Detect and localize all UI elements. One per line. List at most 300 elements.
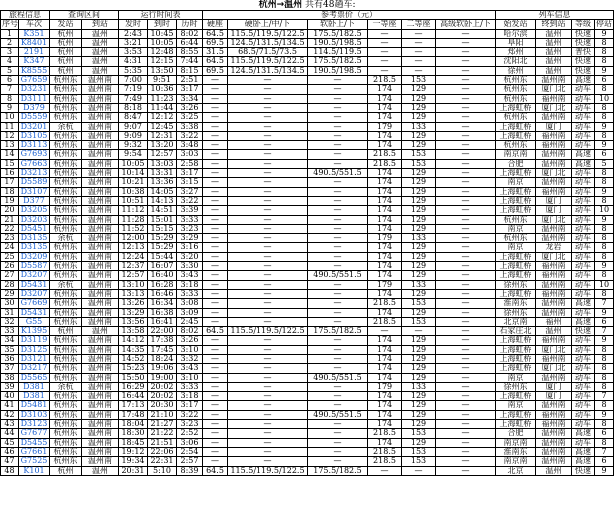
cell-hard-sleeper: — — [228, 401, 308, 410]
cell-seq: 3 — [1, 48, 19, 57]
cell-hard-seat: — — [203, 447, 228, 456]
cell-arrive-station: 温州南 — [82, 196, 119, 205]
cell-second-class: 129 — [402, 410, 436, 419]
cell-depart-station: 杭州东 — [50, 169, 82, 178]
cell-depart-time: 15:23 — [119, 364, 148, 373]
cell-depart-station: 杭州东 — [50, 438, 82, 447]
cell-soft-sleeper: — — [308, 354, 368, 363]
cell-hard-sleeper: — — [228, 178, 308, 187]
cell-first-class: 174 — [368, 196, 402, 205]
cell-depart-time: 14:12 — [119, 336, 148, 345]
cell-deluxe-sleeper: — — [436, 122, 496, 131]
cell-second-class: 153 — [402, 76, 436, 85]
cell-second-class: — — [402, 48, 436, 57]
cell-deluxe-sleeper: — — [436, 85, 496, 94]
cell-soft-sleeper: — — [308, 76, 368, 85]
cell-second-class: — — [402, 466, 436, 475]
cell-arrive-station: 温州南 — [82, 336, 119, 345]
cell-arrive-station: 温州南 — [82, 438, 119, 447]
cell-grade: 动车 — [572, 373, 595, 382]
cell-arrive-station: 温州 — [82, 327, 119, 336]
cell-hard-seat: — — [203, 159, 228, 168]
cell-train-no: D3103 — [19, 410, 50, 419]
cell-first-class: — — [368, 66, 402, 75]
cell-grade: 动车 — [572, 224, 595, 233]
cell-hard-sleeper: — — [228, 76, 308, 85]
cell-terminal-station: 龙岩 — [536, 243, 572, 252]
cell-arrive-station: 温州南 — [82, 457, 119, 466]
cell-depart-station: 杭州东 — [50, 252, 82, 261]
cell-seq: 2 — [1, 38, 19, 47]
cell-soft-sleeper: — — [308, 234, 368, 243]
cell-soft-sleeper: — — [308, 252, 368, 261]
cell-terminal-station: 厦门 — [536, 196, 572, 205]
cell-depart-station: 杭州东 — [50, 401, 82, 410]
cell-soft-sleeper: 114.5/119.5 — [308, 48, 368, 57]
cell-soft-sleeper: — — [308, 289, 368, 298]
cell-hard-sleeper: — — [228, 271, 308, 280]
cell-origin-station: 上海虹桥 — [496, 345, 536, 354]
cell-arrive-time: 19:00 — [148, 373, 177, 382]
column-header-deluxe-sleeper: 高级软卧上/下 — [436, 20, 496, 29]
cell-first-class: 174 — [368, 131, 402, 140]
table-title — [1, 0, 614, 11]
cell-grade: 高速 — [572, 299, 595, 308]
cell-second-class: 129 — [402, 215, 436, 224]
cell-soft-sleeper: — — [308, 457, 368, 466]
cell-deluxe-sleeper: — — [436, 447, 496, 456]
cell-depart-time: 12:57 — [119, 271, 148, 280]
cell-train-no: D3107 — [19, 187, 50, 196]
cell-deluxe-sleeper: — — [436, 66, 496, 75]
cell-arrive-time: 15:01 — [148, 215, 177, 224]
cell-stops: 8 — [595, 373, 614, 382]
cell-depart-time: 9:09 — [119, 131, 148, 140]
cell-depart-station: 杭州东 — [50, 215, 82, 224]
cell-depart-time: 11:52 — [119, 224, 148, 233]
cell-depart-time: 9:32 — [119, 141, 148, 150]
cell-origin-station: 徐州东 — [496, 382, 536, 391]
cell-soft-sleeper: — — [308, 401, 368, 410]
cell-seq: 20 — [1, 206, 19, 215]
cell-train-no: D3231 — [19, 85, 50, 94]
cell-stops: 9 — [595, 122, 614, 131]
cell-duration: 3:08 — [177, 299, 203, 308]
cell-seq: 10 — [1, 113, 19, 122]
cell-stops: 8 — [595, 438, 614, 447]
cell-stops: 8 — [595, 113, 614, 122]
cell-seq: 1 — [1, 29, 19, 38]
cell-hard-seat: — — [203, 364, 228, 373]
cell-stops: 5 — [595, 159, 614, 168]
cell-train-no: D5431 — [19, 308, 50, 317]
cell-origin-station: 合肥 — [496, 429, 536, 438]
cell-hard-seat: — — [203, 243, 228, 252]
cell-depart-station: 杭州东 — [50, 159, 82, 168]
cell-seq: 42 — [1, 410, 19, 419]
cell-hard-seat: — — [203, 187, 228, 196]
cell-duration: 3:16 — [177, 243, 203, 252]
cell-seq: 8 — [1, 94, 19, 103]
cell-depart-time: 20:31 — [119, 466, 148, 475]
cell-terminal-station: 厦门北 — [536, 345, 572, 354]
cell-arrive-time: 20:02 — [148, 392, 177, 401]
cell-soft-sleeper: 175.5/182.5 — [308, 466, 368, 475]
cell-stops: 9 — [595, 308, 614, 317]
cell-train-no: D3203 — [19, 215, 50, 224]
cell-arrive-station: 温州南 — [82, 141, 119, 150]
cell-terminal-station: 福州南 — [536, 187, 572, 196]
cell-first-class: 174 — [368, 438, 402, 447]
cell-train-no: G7525 — [19, 457, 50, 466]
cell-deluxe-sleeper: — — [436, 38, 496, 47]
cell-depart-time: 12:00 — [119, 234, 148, 243]
cell-second-class: — — [402, 29, 436, 38]
cell-first-class: — — [368, 48, 402, 57]
cell-depart-station: 杭州东 — [50, 262, 82, 271]
cell-depart-time: 12:13 — [119, 243, 148, 252]
cell-arrive-station: 温州南 — [82, 299, 119, 308]
cell-terminal-station: 温州南 — [536, 447, 572, 456]
cell-arrive-time: 21:27 — [148, 420, 177, 429]
cell-arrive-station: 温州 — [82, 48, 119, 57]
cell-deluxe-sleeper: — — [436, 466, 496, 475]
cell-origin-station: 上海虹桥 — [496, 103, 536, 112]
cell-arrive-time: 20:30 — [148, 401, 177, 410]
cell-depart-time: 13:29 — [119, 308, 148, 317]
cell-hard-sleeper: — — [228, 410, 308, 419]
cell-terminal-station: 厦门北 — [536, 103, 572, 112]
cell-terminal-station: 福州南 — [536, 141, 572, 150]
cell-second-class: 129 — [402, 373, 436, 382]
cell-first-class: 174 — [368, 271, 402, 280]
cell-first-class: 174 — [368, 252, 402, 261]
cell-arrive-time: 13:31 — [148, 169, 177, 178]
cell-duration: 3:33 — [177, 289, 203, 298]
cell-hard-sleeper: — — [228, 280, 308, 289]
cell-arrive-time: 16:28 — [148, 280, 177, 289]
cell-duration: 3:26 — [177, 103, 203, 112]
cell-origin-station: 上海虹桥 — [496, 187, 536, 196]
cell-arrive-time: 14:05 — [148, 187, 177, 196]
cell-first-class: — — [368, 38, 402, 47]
cell-arrive-time: 13:50 — [148, 66, 177, 75]
column-header-soft-sleeper: 软卧上/下 — [308, 20, 368, 29]
cell-duration: 3:06 — [177, 438, 203, 447]
cell-grade: 动车 — [572, 382, 595, 391]
cell-train-no: D5565 — [19, 373, 50, 382]
cell-hard-seat: — — [203, 299, 228, 308]
cell-duration: 2:51 — [177, 76, 203, 85]
cell-arrive-time: 10:36 — [148, 85, 177, 94]
cell-seq: 45 — [1, 438, 19, 447]
cell-duration: 3:22 — [177, 131, 203, 140]
cell-hard-seat: — — [203, 150, 228, 159]
table-row — [1, 85, 614, 94]
cell-hard-seat: — — [203, 169, 228, 178]
cell-hard-seat: — — [203, 336, 228, 345]
cell-arrive-time: 5:10 — [148, 466, 177, 475]
cell-terminal-station: 温州南 — [536, 113, 572, 122]
cell-duration: 3:29 — [177, 234, 203, 243]
cell-deluxe-sleeper: — — [436, 29, 496, 38]
cell-depart-station: 杭州东 — [50, 150, 82, 159]
cell-first-class: 174 — [368, 373, 402, 382]
cell-duration: 3:17 — [177, 85, 203, 94]
cell-arrive-station: 温州南 — [82, 243, 119, 252]
cell-duration: 2:58 — [177, 159, 203, 168]
cell-deluxe-sleeper: — — [436, 373, 496, 382]
cell-seq: 35 — [1, 345, 19, 354]
cell-train-no: D5589 — [19, 178, 50, 187]
cell-duration: 3:26 — [177, 336, 203, 345]
cell-soft-sleeper: — — [308, 159, 368, 168]
cell-stops: 9 — [595, 466, 614, 475]
cell-first-class: 218.5 — [368, 457, 402, 466]
cell-second-class: 129 — [402, 141, 436, 150]
cell-origin-station: 徐州 — [496, 66, 536, 75]
cell-depart-station: 杭州东 — [50, 354, 82, 363]
column-header-second-class: 二等座 — [402, 20, 436, 29]
cell-second-class: 129 — [402, 113, 436, 122]
cell-deluxe-sleeper: — — [436, 94, 496, 103]
cell-hard-seat: — — [203, 224, 228, 233]
table-row — [1, 178, 614, 187]
cell-terminal-station: 厦门 — [536, 392, 572, 401]
cell-arrive-time: 21:22 — [148, 429, 177, 438]
cell-arrive-station: 温州南 — [82, 215, 119, 224]
cell-arrive-station: 温州南 — [82, 392, 119, 401]
cell-origin-station: 杭州东 — [496, 234, 536, 243]
group-header-train-info: 列车信息 — [496, 11, 614, 20]
cell-train-no: K101 — [19, 466, 50, 475]
cell-hard-seat: 69.5 — [203, 66, 228, 75]
cell-train-no: D3123 — [19, 420, 50, 429]
cell-depart-time: 17:48 — [119, 410, 148, 419]
cell-hard-sleeper: — — [228, 317, 308, 326]
cell-arrive-time: 10:45 — [148, 29, 177, 38]
cell-hard-sleeper: — — [228, 224, 308, 233]
cell-terminal-station: 厦门北 — [536, 85, 572, 94]
cell-depart-time: 7:00 — [119, 76, 148, 85]
cell-soft-sleeper: — — [308, 103, 368, 112]
cell-depart-station: 杭州东 — [50, 410, 82, 419]
cell-arrive-station: 温州南 — [82, 364, 119, 373]
cell-stops: 8 — [595, 48, 614, 57]
cell-arrive-time: 15:29 — [148, 234, 177, 243]
cell-first-class: 174 — [368, 224, 402, 233]
cell-duration: 3:23 — [177, 420, 203, 429]
cell-terminal-station: 温州南 — [536, 234, 572, 243]
cell-hard-sleeper: 68.5/71.5/73.5 — [228, 48, 308, 57]
cell-first-class: — — [368, 466, 402, 475]
route-title: 杭州→温州 — [258, 0, 303, 10]
table-row — [1, 401, 614, 410]
cell-hard-sleeper: — — [228, 354, 308, 363]
cell-arrive-time: 9:51 — [148, 76, 177, 85]
cell-train-no: K351 — [19, 29, 50, 38]
cell-origin-station: 杭州东 — [496, 141, 536, 150]
cell-grade: 动车 — [572, 196, 595, 205]
cell-seq: 26 — [1, 262, 19, 271]
cell-arrive-station: 温州南 — [82, 122, 119, 131]
cell-soft-sleeper: — — [308, 420, 368, 429]
cell-arrive-station: 温州南 — [82, 252, 119, 261]
cell-deluxe-sleeper: — — [436, 196, 496, 205]
cell-arrive-station: 温州南 — [82, 280, 119, 289]
cell-stops: 8 — [595, 364, 614, 373]
cell-grade: 动车 — [572, 392, 595, 401]
cell-hard-seat: — — [203, 392, 228, 401]
cell-duration: 3:43 — [177, 364, 203, 373]
cell-soft-sleeper: — — [308, 336, 368, 345]
cell-hard-sleeper: — — [228, 457, 308, 466]
cell-duration: 2:52 — [177, 429, 203, 438]
cell-hard-seat: 64.5 — [203, 327, 228, 336]
cell-stops: 10 — [595, 280, 614, 289]
cell-train-no: D5455 — [19, 438, 50, 447]
cell-depart-station: 杭州东 — [50, 271, 82, 280]
cell-depart-time: 19:12 — [119, 447, 148, 456]
cell-duration: 8:15 — [177, 66, 203, 75]
cell-depart-station: 杭州东 — [50, 196, 82, 205]
cell-arrive-time: 16:34 — [148, 299, 177, 308]
cell-hard-sleeper: — — [228, 364, 308, 373]
cell-terminal-station: 福州南 — [536, 262, 572, 271]
table-row — [1, 299, 614, 308]
cell-arrive-time: 14:13 — [148, 196, 177, 205]
cell-duration: 3:10 — [177, 345, 203, 354]
cell-depart-time: 4:31 — [119, 57, 148, 66]
cell-depart-station: 杭州东 — [50, 76, 82, 85]
cell-train-no: D3119 — [19, 336, 50, 345]
cell-arrive-time: 12:31 — [148, 131, 177, 140]
cell-seq: 24 — [1, 243, 19, 252]
cell-origin-station: 上海虹桥 — [496, 271, 536, 280]
cell-stops: 9 — [595, 336, 614, 345]
cell-first-class: — — [368, 327, 402, 336]
column-header-grade: 等级 — [572, 20, 595, 29]
cell-grade: 动车 — [572, 438, 595, 447]
cell-stops: 9 — [595, 141, 614, 150]
cell-grade: 动车 — [572, 103, 595, 112]
cell-stops: 7 — [595, 327, 614, 336]
cell-second-class: 129 — [402, 336, 436, 345]
cell-terminal-station: 温州南 — [536, 76, 572, 85]
cell-origin-station: 上海虹桥 — [496, 196, 536, 205]
cell-hard-seat: — — [203, 85, 228, 94]
cell-arrive-time: 22:06 — [148, 447, 177, 456]
cell-second-class: 129 — [402, 345, 436, 354]
cell-duration: 8:02 — [177, 29, 203, 38]
cell-grade: 高速 — [572, 150, 595, 159]
table-row — [1, 215, 614, 224]
cell-train-no: D5481 — [19, 401, 50, 410]
cell-soft-sleeper: — — [308, 280, 368, 289]
cell-depart-station: 杭州东 — [50, 429, 82, 438]
cell-first-class: 174 — [368, 308, 402, 317]
cell-seq: 28 — [1, 280, 19, 289]
cell-hard-sleeper: — — [228, 169, 308, 178]
cell-terminal-station: 福州南 — [536, 410, 572, 419]
cell-first-class: 218.5 — [368, 299, 402, 308]
cell-first-class: 179 — [368, 122, 402, 131]
cell-train-no: D381 — [19, 392, 50, 401]
cell-second-class: 133 — [402, 382, 436, 391]
timetable-body — [1, 29, 614, 475]
cell-soft-sleeper: — — [308, 382, 368, 391]
cell-origin-station: 郑州 — [496, 48, 536, 57]
cell-stops: 10 — [595, 94, 614, 103]
cell-depart-station: 杭州东 — [50, 103, 82, 112]
cell-depart-station: 杭州东 — [50, 85, 82, 94]
cell-duration: 3:17 — [177, 401, 203, 410]
cell-stops: 8 — [595, 289, 614, 298]
cell-depart-time: 12:37 — [119, 262, 148, 271]
cell-second-class: 129 — [402, 103, 436, 112]
cell-soft-sleeper: — — [308, 345, 368, 354]
cell-seq: 9 — [1, 103, 19, 112]
cell-grade: 动车 — [572, 85, 595, 94]
cell-arrive-time: 11:44 — [148, 103, 177, 112]
cell-grade: 快速 — [572, 327, 595, 336]
cell-hard-seat: — — [203, 308, 228, 317]
cell-grade: 快速 — [572, 466, 595, 475]
cell-arrive-station: 温州南 — [82, 131, 119, 140]
cell-hard-sleeper: 115.5/119.5/122.5 — [228, 29, 308, 38]
cell-first-class: 174 — [368, 187, 402, 196]
cell-seq: 17 — [1, 178, 19, 187]
cell-hard-sleeper: — — [228, 150, 308, 159]
cell-deluxe-sleeper: — — [436, 345, 496, 354]
cell-terminal-station: 厦门北 — [536, 169, 572, 178]
cell-deluxe-sleeper: — — [436, 327, 496, 336]
cell-seq: 27 — [1, 271, 19, 280]
cell-soft-sleeper: — — [308, 131, 368, 140]
cell-first-class: 174 — [368, 103, 402, 112]
cell-second-class: 153 — [402, 447, 436, 456]
cell-terminal-station: 温州南 — [536, 438, 572, 447]
cell-train-no: D379 — [19, 103, 50, 112]
cell-hard-seat: — — [203, 354, 228, 363]
column-header-origin-station: 始发站 — [496, 20, 536, 29]
cell-arrive-time: 12:45 — [148, 122, 177, 131]
cell-arrive-station: 温州南 — [82, 289, 119, 298]
cell-second-class: 129 — [402, 196, 436, 205]
cell-stops: 9 — [595, 262, 614, 271]
cell-train-no: G7677 — [19, 429, 50, 438]
cell-hard-sleeper: 115.5/119.5/122.5 — [228, 466, 308, 475]
cell-terminal-station: 温州南 — [536, 429, 572, 438]
cell-terminal-station: 福州南 — [536, 420, 572, 429]
cell-depart-time: 15:50 — [119, 373, 148, 382]
cell-deluxe-sleeper: — — [436, 150, 496, 159]
cell-first-class: 179 — [368, 280, 402, 289]
cell-stops: 6 — [595, 457, 614, 466]
cell-stops: 8 — [595, 345, 614, 354]
cell-soft-sleeper: — — [308, 215, 368, 224]
cell-terminal-station: 温州 — [536, 327, 572, 336]
cell-terminal-station: 温州南 — [536, 401, 572, 410]
cell-train-no: D3135 — [19, 234, 50, 243]
cell-train-no: D3207 — [19, 271, 50, 280]
cell-origin-station: 徐州东 — [496, 308, 536, 317]
cell-depart-time: 8:47 — [119, 113, 148, 122]
cell-duration: 3:22 — [177, 410, 203, 419]
cell-train-no: D3135 — [19, 243, 50, 252]
cell-grade: 高速 — [572, 159, 595, 168]
cell-soft-sleeper: — — [308, 429, 368, 438]
